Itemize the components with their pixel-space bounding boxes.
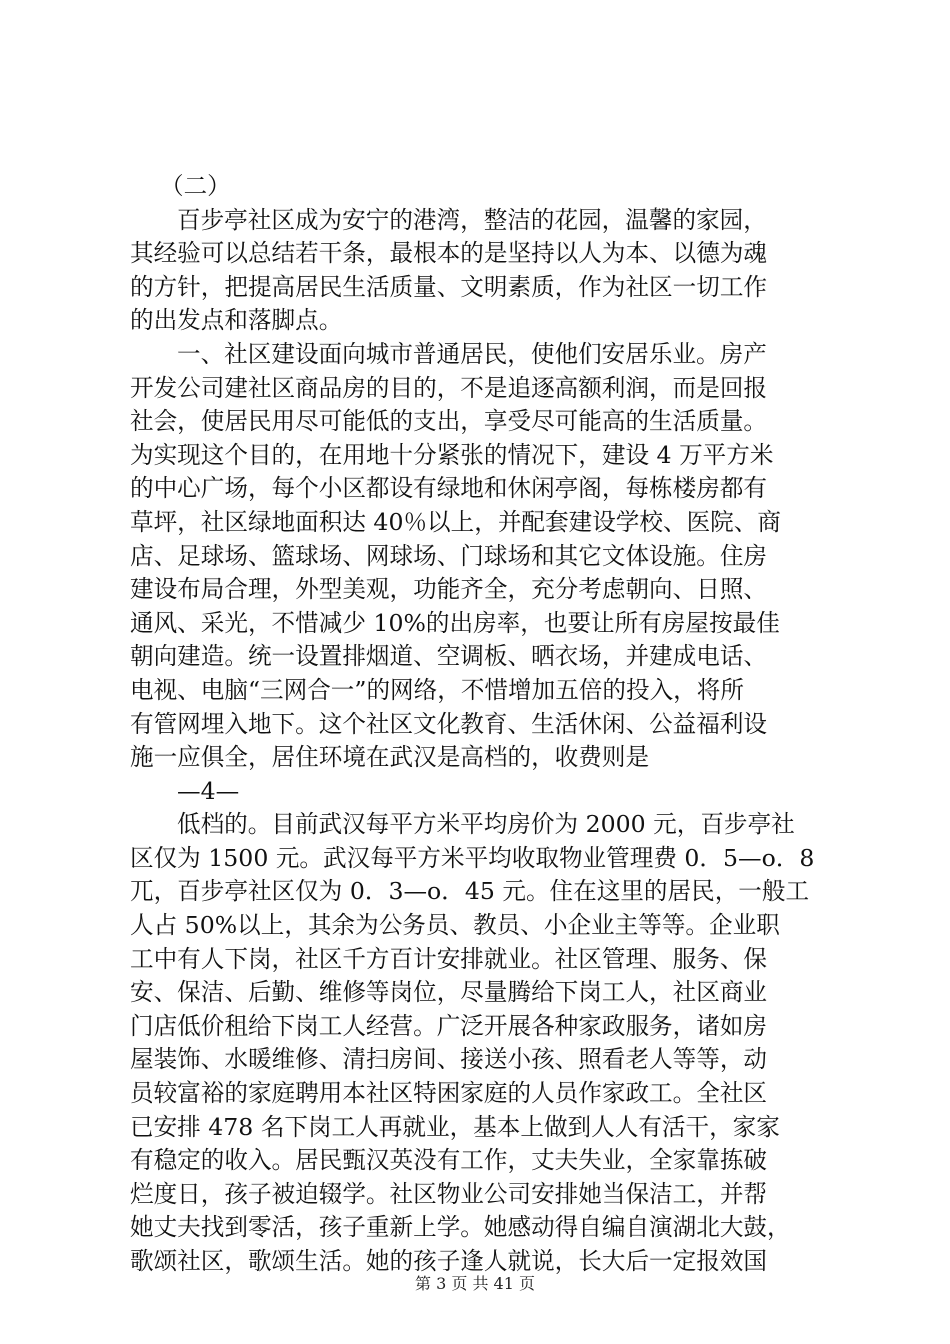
text-line: 为实现这个目的，在用地十分紧张的情况下，建设 4 万平方米 — [130, 440, 774, 469]
page-marker: —4— — [177, 776, 240, 805]
section-heading: （二） — [160, 172, 231, 200]
text-line: 工中有人下岗，社区千方百计安排就业。社区管理、服务、保 — [130, 944, 768, 973]
text-line: 低档的。目前武汉每平方米平均房价为 2000 元，百步亭社 — [177, 810, 795, 839]
paragraph-block-continued — [130, 808, 830, 1278]
text-line: 开发公司建社区商品房的目的，不是追逐高额利润，而是回报 — [130, 373, 768, 402]
text-line: 一、社区建设面向城市普通居民，使他们安居乐业。房产 — [177, 339, 767, 368]
text-line: 的中心广场，每个小区都设有绿地和休闲亭阁，每栋楼房都有 — [130, 474, 768, 503]
text-line: 草坪，社区绿地面积达 40％以上，并配套建设学校、医院、商 — [130, 507, 781, 536]
text-line: 区仅为 1500 元。武汉每平方米平均收取物业管理费 0．5—o．8 — [130, 843, 815, 872]
text-line: 歌颂社区，歌颂生活。她的孩子逢人就说，长大后一定报效国 — [130, 1247, 768, 1275]
text-line: 通风、采光，不惜减少 10%的出房率，也要让所有房屋按最佳 — [130, 608, 780, 637]
text-line: 烂度日，孩子被迫辍学。社区物业公司安排她当保洁工，并帮 — [130, 1179, 768, 1208]
text-line: 人占 50%以上，其余为公务员、教员、小企业主等等。企业职 — [130, 911, 780, 940]
text-line: 朝向建造。统一设置排烟道、空调板、晒衣场，并建成电话、 — [130, 642, 768, 671]
text-line: 安、保洁、后勤、维修等岗位，尽量腾给下岗工人，社区商业 — [130, 978, 768, 1007]
text-line: 店、足球场、篮球场、网球场、门球场和其它文体设施。住房 — [130, 541, 768, 570]
text-line: 她丈夫找到零活，孩子重新上学。她感动得自编自演湖北大鼓， — [130, 1213, 791, 1242]
page-footer: 第 3 页 共 41 页 — [415, 1274, 535, 1293]
text-line: 有稳定的收入。居民甄汉英没有工作，丈夫失业，全家靠拣破 — [130, 1146, 768, 1175]
text-line: 有管网埋入地下。这个社区文化教育、生活休闲、公益福利设 — [130, 709, 768, 738]
text-line: 门店低价租给下岗工人经营。广泛开展各种家政服务，诸如房 — [130, 1011, 768, 1040]
document-body — [130, 170, 830, 1279]
paragraph-block — [130, 204, 830, 775]
text-line: 其经验可以总结若干条，最根本的是坚持以人为本、以德为魂 — [130, 239, 768, 268]
text-line: 的出发点和落脚点。 — [130, 306, 343, 335]
text-line: 屋装饰、水暖维修、清扫房间、接送小孩、照看老人等等，动 — [130, 1045, 768, 1074]
text-line: 已安排 478 名下岗工人再就业，基本上做到人人有活干，家家 — [130, 1112, 780, 1141]
text-line: 建设布局合理，外型美观，功能齐全，充分考虑朝向、日照、 — [130, 575, 768, 604]
text-line: 百步亭社区成为安宁的港湾，整洁的花园，温馨的家园， — [177, 205, 767, 234]
text-line: 兀，百步亭社区仅为 0．3—o．45 元。住在这里的居民，一般工 — [130, 877, 810, 906]
text-line: 社会，使居民用尽可能低的支出，享受尽可能高的生活质量。 — [130, 407, 768, 436]
text-line: 的方针，把提高居民生活质量、文明素质，作为社区一切工作 — [130, 272, 768, 301]
text-line: 施一应俱全，居住环境在武汉是高档的，收费则是 — [130, 743, 650, 772]
text-line: 员较富裕的家庭聘用本社区特困家庭的人员作家政工。全社区 — [130, 1079, 768, 1108]
text-line: 电视、电脑“三网合一”的网络，不惜增加五倍的投入，将所 — [130, 675, 744, 704]
